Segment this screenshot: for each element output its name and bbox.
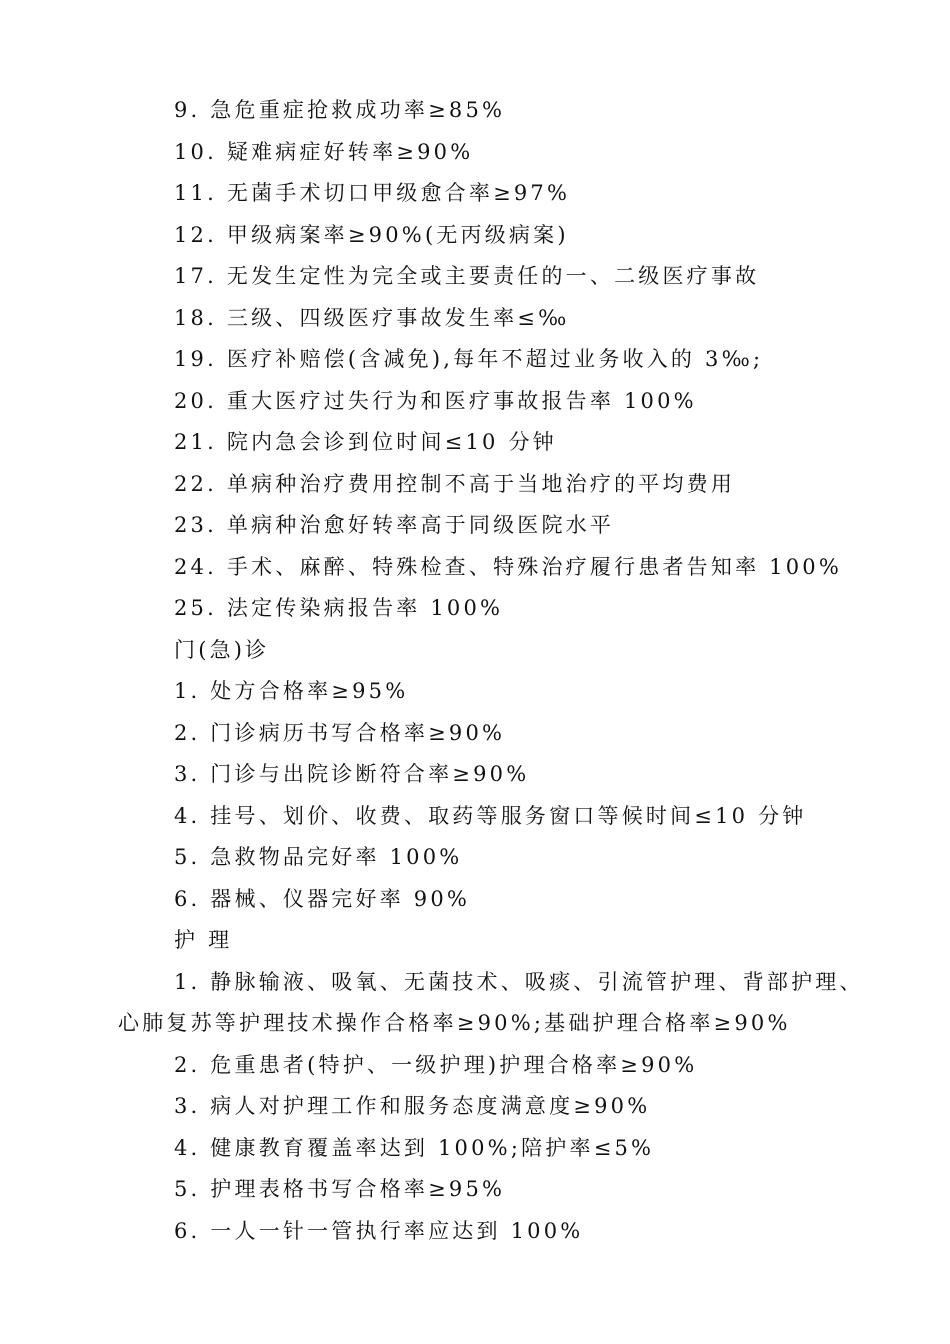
list-item: 1. 处方合格率≥95% — [174, 679, 409, 703]
list-item: 22. 单病种治疗费用控制不高于当地治疗的平均费用 — [174, 472, 736, 496]
list-item: 11. 无菌手术切口甲级愈合率≥97% — [174, 181, 571, 205]
list-item: 19. 医疗补赔偿(含减免),每年不超过业务收入的 3‰; — [174, 347, 764, 371]
section-heading-outpatient: 门(急)诊 — [174, 638, 270, 662]
list-item: 12. 甲级病案率≥90%(无丙级病案) — [174, 223, 569, 247]
list-item: 5. 急救物品完好率 100% — [174, 845, 463, 869]
list-item: 2. 门诊病历书写合格率≥90% — [174, 721, 506, 745]
list-item: 3. 门诊与出院诊断符合率≥90% — [174, 762, 530, 786]
list-item: 4. 健康教育覆盖率达到 100%;陪护率≤5% — [174, 1136, 655, 1160]
list-item-continuation: 心肺复苏等护理技术操作合格率≥90%;基础护理合格率≥90% — [118, 1011, 791, 1035]
list-item: 5. 护理表格书写合格率≥95% — [174, 1177, 506, 1201]
list-item: 1. 静脉输液、吸氧、无菌技术、吸痰、引流管护理、背部护理、 — [174, 970, 864, 994]
list-item: 4. 挂号、划价、收费、取药等服务窗口等候时间≤10 分钟 — [174, 804, 807, 828]
list-item: 10. 疑难病症好转率≥90% — [174, 140, 474, 164]
list-item: 3. 病人对护理工作和服务态度满意度≥90% — [174, 1094, 651, 1118]
list-item: 18. 三级、四级医疗事故发生率≤‰ — [174, 306, 570, 330]
list-item: 6. 器械、仪器完好率 90% — [174, 887, 471, 911]
list-item: 6. 一人一针一管执行率应达到 100% — [174, 1219, 584, 1243]
list-item: 23. 单病种治愈好转率高于同级医院水平 — [174, 513, 615, 537]
list-item: 17. 无发生定性为完全或主要责任的一、二级医疗事故 — [174, 264, 760, 288]
list-item: 9. 急危重症抢救成功率≥85% — [174, 98, 506, 122]
list-item: 20. 重大医疗过失行为和医疗事故报告率 100% — [174, 389, 697, 413]
list-item: 24. 手术、麻醉、特殊检查、特殊治疗履行患者告知率 100% — [174, 555, 842, 579]
section-heading-nursing: 护 理 — [174, 928, 233, 952]
list-item: 2. 危重患者(特护、一级护理)护理合格率≥90% — [174, 1053, 698, 1077]
list-item: 21. 院内急会诊到位时间≤10 分钟 — [174, 430, 557, 454]
list-item: 25. 法定传染病报告率 100% — [174, 596, 504, 620]
